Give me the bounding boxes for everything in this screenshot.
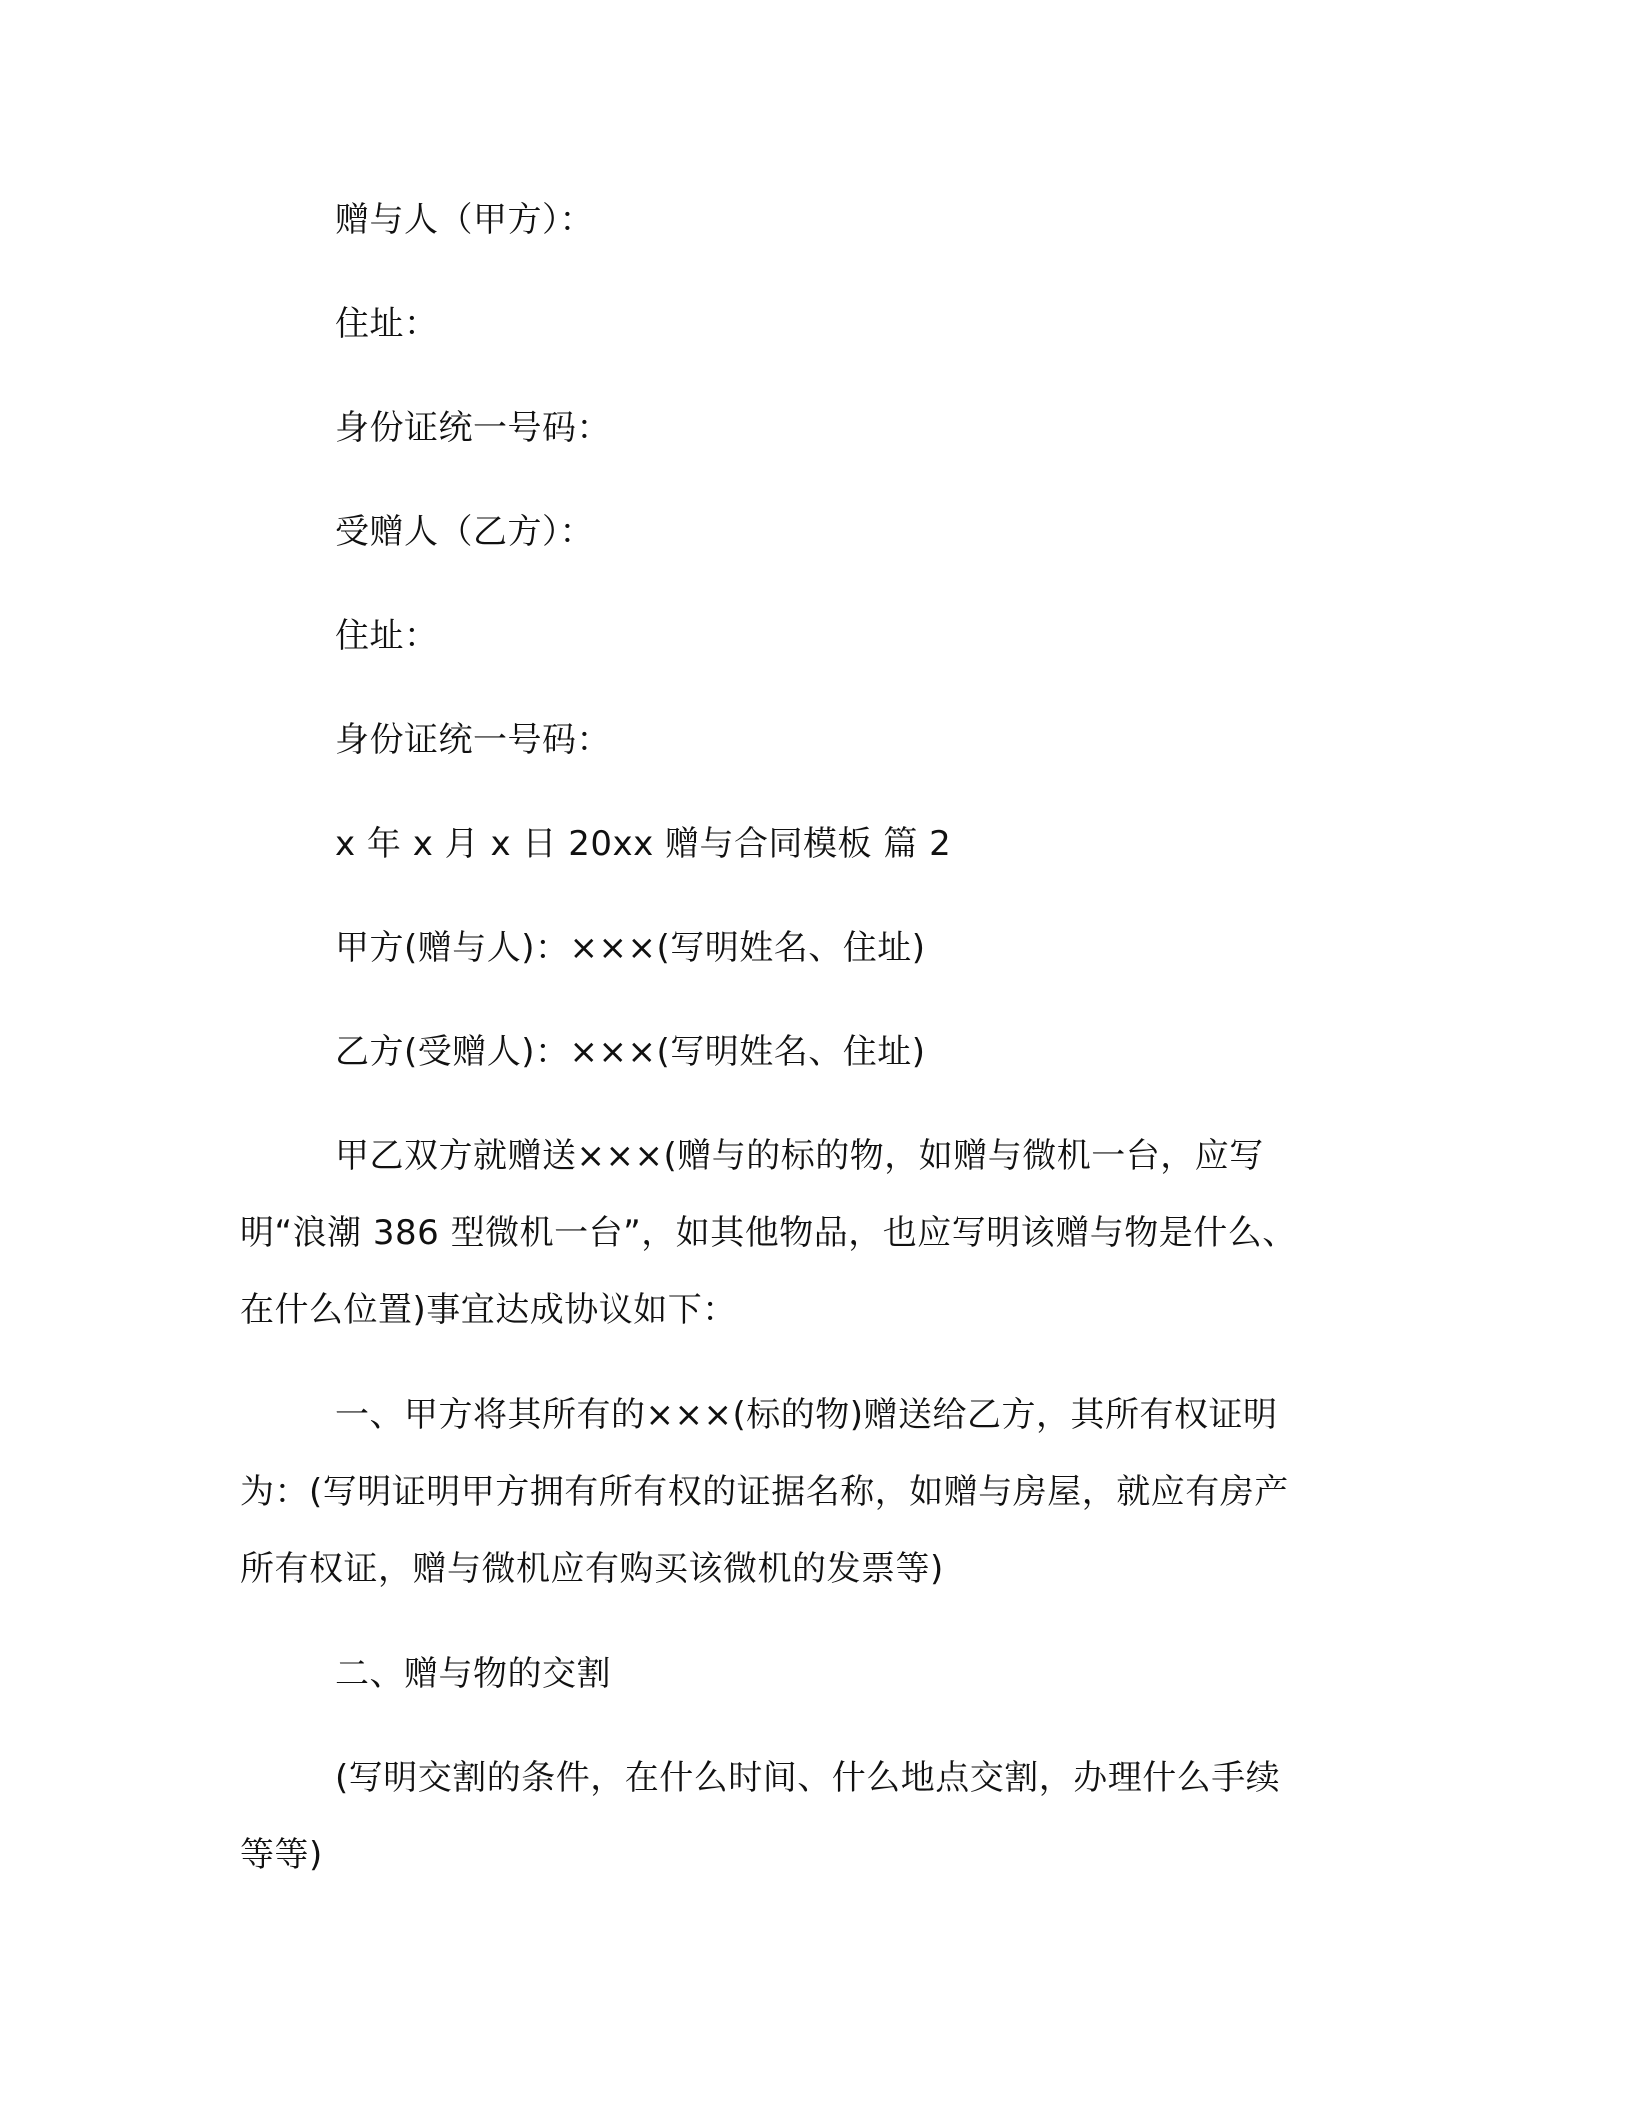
paragraph-line: 为：(写明证明甲方拥有所有权的证据名称，如赠与房屋，就应有房产 — [240, 1472, 1289, 1512]
paragraph-line: 在什么位置)事宜达成协议如下： — [240, 1290, 737, 1330]
donor-id-label: 身份证统一号码： — [335, 408, 611, 448]
donee-address-label: 住址： — [335, 616, 439, 656]
clause-one-paragraph — [240, 1377, 1400, 1608]
agreement-intro-paragraph — [240, 1118, 1400, 1349]
clause-two-heading: 二、赠与物的交割 — [335, 1654, 611, 1694]
paragraph-line: 一、甲方将其所有的×××(标的物)赠送给乙方，其所有权证明 — [335, 1395, 1278, 1435]
paragraph-line: 等等) — [240, 1835, 323, 1875]
donor-label: 赠与人（甲方）： — [335, 200, 594, 240]
paragraph-line: 甲乙双方就赠送×××(赠与的标的物，如赠与微机一台，应写 — [335, 1136, 1264, 1176]
donee-label: 受赠人（乙方）： — [335, 512, 594, 552]
paragraph-line: (写明交割的条件，在什么时间、什么地点交割，办理什么手续 — [335, 1758, 1281, 1798]
clause-two-paragraph — [240, 1740, 1400, 1894]
donee-id-label: 身份证统一号码： — [335, 720, 611, 760]
donor-address-label: 住址： — [335, 304, 439, 344]
party-a-line: 甲方(赠与人)：×××(写明姓名、住址) — [335, 928, 926, 968]
paragraph-line: 明“浪潮 386 型微机一台”，如其他物品，也应写明该赠与物是什么、 — [240, 1213, 1297, 1253]
party-b-line: 乙方(受赠人)：×××(写明姓名、住址) — [335, 1032, 926, 1072]
paragraph-line: 所有权证，赠与微机应有购买该微机的发票等) — [240, 1549, 944, 1589]
section-title: x 年 x 月 x 日 20xx 赠与合同模板 篇 2 — [335, 824, 952, 864]
